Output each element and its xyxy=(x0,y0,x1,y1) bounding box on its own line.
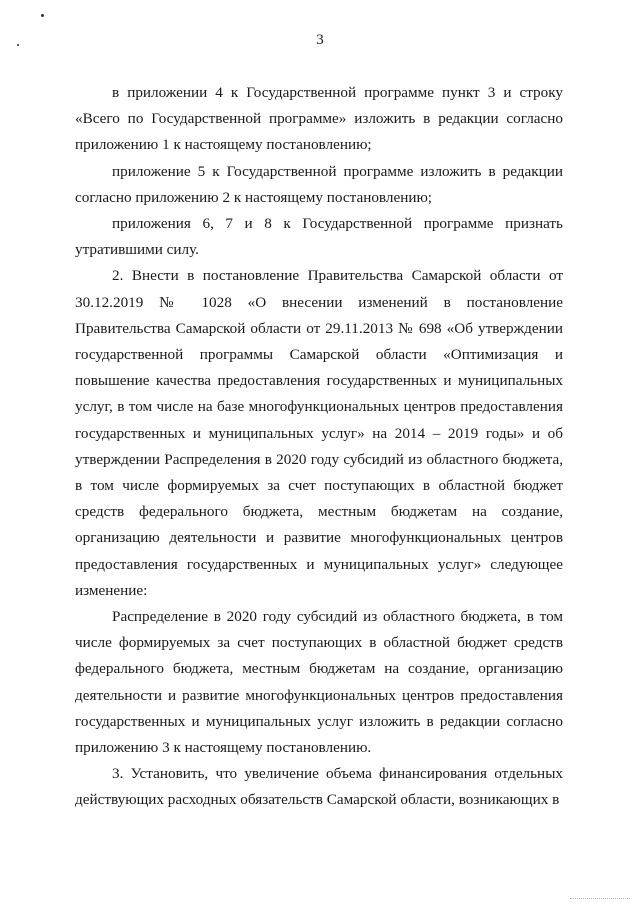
document-body xyxy=(75,80,563,814)
paragraph-appendices-6-7-8: приложения 6, 7 и 8 к Государственной программе признать утратившими силу. xyxy=(75,215,563,259)
scan-edge-dots xyxy=(570,896,630,899)
paragraph-distribution: Распределение в 2020 году субсидий из областного бюджета, в том числе формируемых за счет поступающих в областной бюджет средств федерального бюджета, местным бюджетам на создание, организацию деятельности и развитие многофункциональных центров предоставления государственных и муниципальных услуг изложить в редакции согласно приложению 3 к настоящему постановлению. xyxy=(75,608,563,757)
paragraph-appendix-5: приложение 5 к Государственной программе изложить в редакции согласно приложению 2 к настоящему постановлению; xyxy=(75,162,563,206)
paragraph-appendix-4: в приложении 4 к Государственной программе пункт 3 и строку «Всего по Государственной программе» изложить в редакции согласно приложению 1 к настоящему постановлению; xyxy=(75,84,563,154)
page-number: 3 xyxy=(316,32,324,48)
scan-speck xyxy=(41,14,44,17)
paragraph-item-2: 2. Внести в постановление Правительства Самарской области от 30.12.2019 № 1028 «О внесении изменений в постановление Правительства Самарской области от 29.11.2013 № 698 «Об утверждении государственной программы Самарской области «Оптимизация и повышение качества предоставления государственных и муниципальных услуг, в том числе на базе многофункциональных центров предоставления государственных и муниципальных услуг» на 2014 – 2019 годы» и об утверждении Распределения в 2020 году субсидий из областного бюджета, в том числе формируемых за счет поступающих в областной бюджет средств федерального бюджета, местным бюджетам на создание, организацию деятельности и развитие многофункциональных центров предоставления государственных и муниципальных услуг» следующее изменение: xyxy=(75,267,563,599)
paragraph-item-3: 3. Установить, что увеличение объема финансирования отдельных действующих расходных обязательств Самарской области, возникающих в xyxy=(75,765,563,809)
